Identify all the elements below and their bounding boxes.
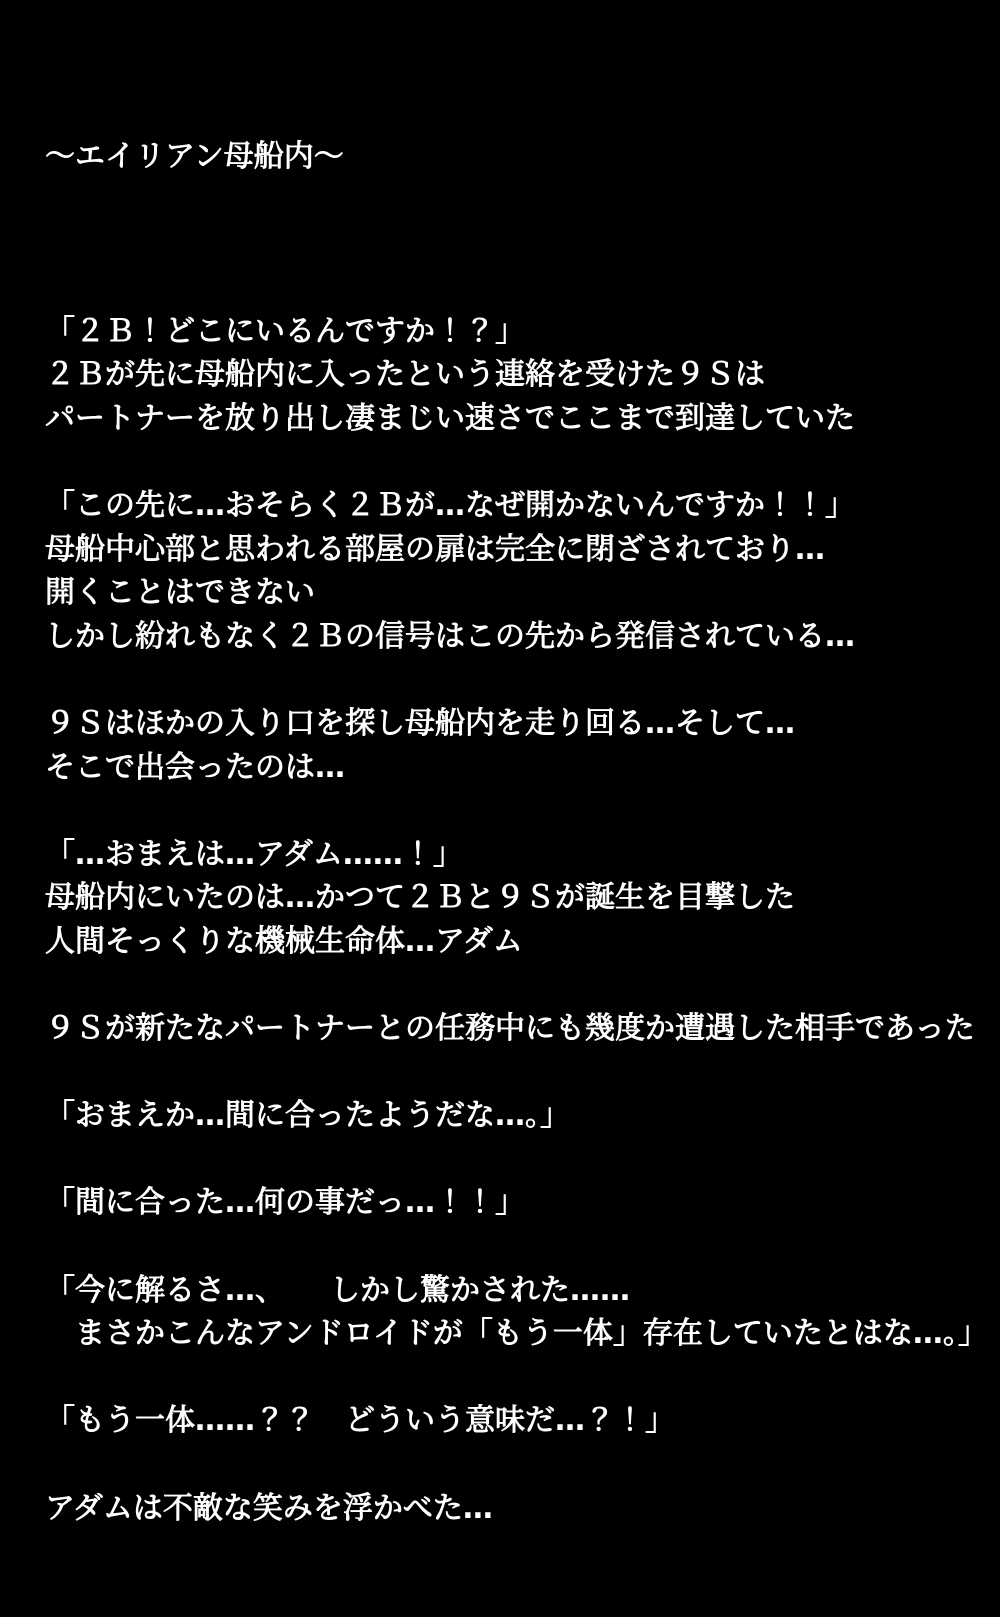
paragraph — [45, 1269, 988, 1356]
story-line: 「…おまえは…アダム……！」 — [45, 836, 463, 872]
story-line: 人間そっくりな機械生命体…アダム — [45, 923, 523, 959]
story-line: アダムは不敵な笑みを浮かべた… — [45, 1490, 493, 1526]
scene-title: 〜エイリアン母船内〜 — [45, 139, 344, 175]
paragraph — [45, 1094, 985, 1138]
story-line: ９Ｓが新たなパートナーとの任務中にも幾度か遭遇した相手であった — [45, 1011, 975, 1047]
paragraph — [45, 702, 985, 789]
paragraph — [45, 310, 985, 441]
paragraph — [45, 1487, 985, 1531]
story-line: 「この先に…おそらく２Ｂが…なぜ開かないんですか！！」 — [45, 487, 855, 523]
story-text — [45, 48, 988, 1617]
story-line: パートナーを放り出し凄まじい速さでここまで到達していた — [45, 400, 855, 436]
story-line: しかし紛れもなく２Ｂの信号はこの先から発信されている… — [45, 618, 855, 654]
story-line: ２Ｂが先に母船内に入ったという連絡を受けた９Ｓは — [45, 357, 765, 393]
story-line: 「もう一体……？？ どういう意味だ…？！」 — [45, 1403, 675, 1439]
story-line: 母船中心部と思われる部屋の扉は完全に閉ざされており… — [45, 531, 825, 567]
story-line: そこで出会ったのは… — [45, 749, 345, 785]
story-line: 母船内にいたのは…かつて２Ｂと９Ｓが誕生を目撃した — [45, 880, 795, 916]
paragraph — [45, 1399, 985, 1443]
paragraph — [45, 1007, 985, 1051]
story-line: ９Ｓはほかの入り口を探し母船内を走り回る…そして… — [45, 705, 795, 741]
paragraph — [45, 484, 985, 658]
story-line: 「間に合った…何の事だっ…！！」 — [45, 1185, 525, 1221]
story-paragraphs — [45, 310, 988, 1531]
story-line: まさかこんなアンドロイドが「もう一体」存在していたとはな…。」 — [45, 1316, 988, 1352]
story-line: 「おまえか…間に合ったようだな…。」 — [45, 1098, 570, 1134]
story-line: 「２Ｂ！どこにいるんですか！？」 — [45, 313, 525, 349]
paragraph — [45, 1181, 985, 1225]
story-line: 「今に解るさ…、 しかし驚かされた…… — [45, 1272, 630, 1308]
paragraph — [45, 833, 985, 964]
story-line: 開くことはできない — [45, 575, 315, 611]
